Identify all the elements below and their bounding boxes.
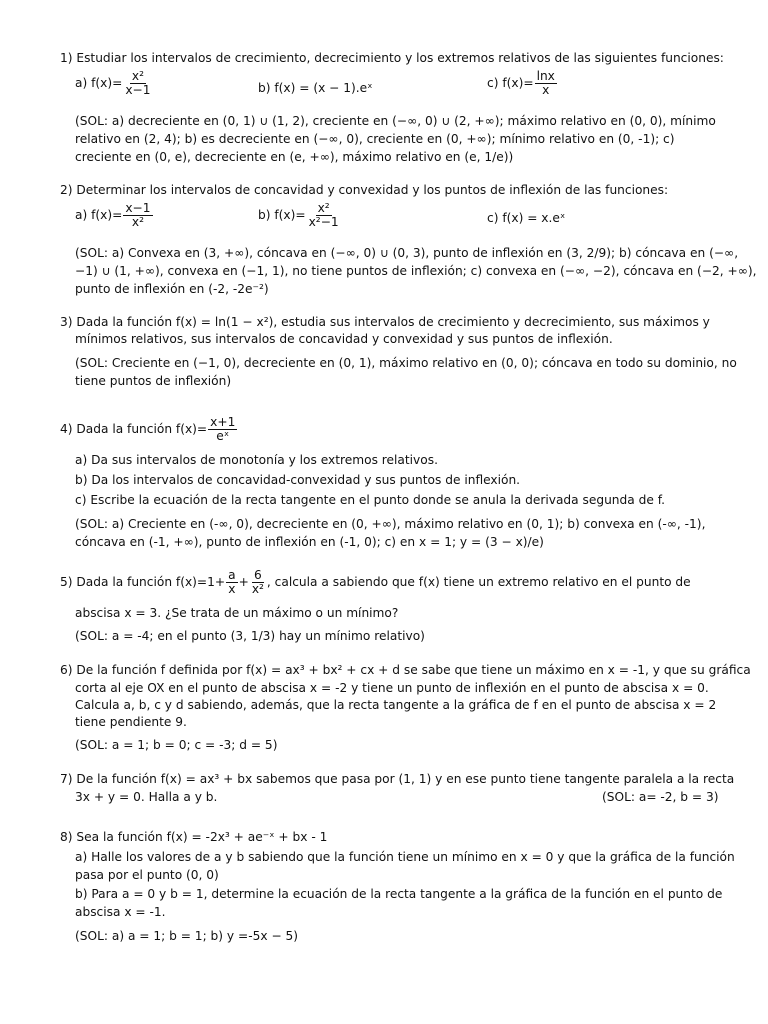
numerator: x² [317, 201, 330, 215]
problem-5-text: , calcula a sabiendo que f(x) tiene un extremo relativo en el punto de [266, 575, 691, 589]
fraction [208, 416, 237, 443]
problem-8-b-line: abscisa x = -1. [75, 905, 166, 919]
problem-7-statement-line: 3x + y = 0. Halla a y b. [75, 790, 218, 804]
problem-5-statement [60, 569, 691, 596]
problem-3-statement-line: mínimos relativos, sus intervalos de concavidad y convexidad y sus puntos de inflexión. [75, 332, 613, 346]
fraction [307, 202, 341, 229]
problem-1-c [487, 70, 558, 97]
fraction [123, 202, 152, 229]
fraction [123, 70, 152, 97]
problem-5-label: 5) Dada la función f(x)=1+ [60, 575, 226, 589]
problem-2-solution-line: punto de inflexión en (-2, -2e⁻²) [75, 282, 269, 296]
denominator: x² [131, 215, 144, 229]
problem-2-b-label: b) f(x)= [258, 208, 306, 222]
problem-8-solution: (SOL: a) a = 1; b = 1; b) y =-5x − 5) [75, 929, 299, 943]
problem-2-solution-line: (SOL: a) Convexa en (3, +∞), cóncava en (−∞, 0) ∪ (0, 3), punto de inflexión en (3, 2/9); b) cóncava en (−∞, [75, 246, 739, 260]
problem-7-solution: (SOL: a= -2, b = 3) [602, 790, 719, 804]
denominator: x−1 [125, 83, 151, 97]
problem-1-a [75, 70, 154, 97]
denominator: x [542, 83, 550, 97]
problem-1-statement: 1) Estudiar los intervalos de crecimiento, decrecimiento y los extremos relativos de las siguientes funciones: [60, 51, 724, 65]
problem-1-solution-line: relativo en (2, 4); b) es decreciente en (−∞, 0), creciente en (0, +∞); mínimo relativo en (0, -1); c) [75, 132, 675, 146]
numerator: a [228, 568, 236, 582]
denominator: eˣ [216, 429, 230, 443]
problem-4-solution-line: cóncava en (-1, +∞), punto de inflexión en (-1, 0); c) en x = 1; y = (3 − x)/e) [75, 535, 544, 549]
fraction [226, 569, 237, 596]
problem-4-item: a) Da sus intervalos de monotonía y los extremos relativos. [75, 453, 438, 467]
fraction [250, 569, 266, 596]
numerator: x² [131, 69, 144, 83]
problem-2-a-label: a) f(x)= [75, 208, 123, 222]
numerator: x+1 [210, 415, 236, 429]
fraction [535, 70, 557, 97]
problem-6-statement-line: 6) De la función f definida por f(x) = ax³ + bx² + cx + d se sabe que tiene un máximo en x = -1, y que su gráfica [60, 663, 751, 677]
numerator: 6 [253, 568, 262, 582]
problem-3-solution-line: tiene puntos de inflexión) [75, 374, 232, 388]
problem-4-item: b) Da los intervalos de concavidad-convexidad y sus puntos de inflexión. [75, 473, 521, 487]
problem-2-statement: 2) Determinar los intervalos de concavidad y convexidad y los puntos de inflexión de las funciones: [60, 183, 669, 197]
problem-1-solution-line: (SOL: a) decreciente en (0, 1) ∪ (1, 2), creciente en (−∞, 0) ∪ (2, +∞); máximo relativo en (0, 0), mínimo [75, 114, 716, 128]
denominator: x² [251, 582, 264, 596]
problem-5-solution: (SOL: a = -4; en el punto (3, 1/3) hay un mínimo relativo) [75, 629, 425, 643]
numerator: x−1 [125, 201, 151, 215]
problem-8-a-line: pasa por el punto (0, 0) [75, 868, 219, 882]
problem-6-solution: (SOL: a = 1; b = 0; c = -3; d = 5) [75, 738, 278, 752]
problem-4-solution-line: (SOL: a) Creciente en (-∞, 0), decreciente en (0, +∞), máximo relativo en (0, 1); b) convexa en (-∞, -1), [75, 517, 706, 531]
problem-2-a [75, 202, 154, 229]
plus-sign: + [238, 575, 249, 589]
problem-2-b [258, 202, 342, 229]
problem-4-label: 4) Dada la función f(x)= [60, 422, 208, 436]
problem-4-statement [60, 416, 238, 443]
problem-1-c-label: c) f(x)= [487, 76, 534, 90]
problem-4-item: c) Escribe la ecuación de la recta tangente en el punto donde se anula la derivada segunda de f. [75, 493, 665, 507]
problem-6-statement-line: corta al eje OX en el punto de abscisa x = -2 y tiene un punto de inflexión en el punto de abscisa x = 0. [75, 681, 709, 695]
denominator: x [228, 582, 236, 596]
problem-2-c: c) f(x) = x.eˣ [487, 211, 566, 225]
problem-8-a-line: a) Halle los valores de a y b sabiendo que la función tiene un mínimo en x = 0 y que la gráfica de la función [75, 850, 735, 864]
problem-1-b: b) f(x) = (x − 1).eˣ [258, 81, 373, 95]
problem-5-statement-line: abscisa x = 3. ¿Se trata de un máximo o un mínimo? [75, 606, 399, 620]
problem-6-statement-line: Calcula a, b, c y d sabiendo, además, que la recta tangente a la gráfica de f en el punto de abscisa x = 2 [75, 698, 717, 712]
problem-1-a-label: a) f(x)= [75, 76, 123, 90]
problem-6-statement-line: tiene pendiente 9. [75, 715, 187, 729]
denominator: x²−1 [308, 215, 339, 229]
problem-7-statement-line: 7) De la función f(x) = ax³ + bx sabemos que pasa por (1, 1) y en ese punto tiene tangente paralela a la recta [60, 772, 735, 786]
problem-3-solution-line: (SOL: Creciente en (−1, 0), decreciente en (0, 1), máximo relativo en (0, 0); cóncava en todo su dominio, no [75, 356, 737, 370]
problem-1-solution-line: creciente en (0, e), decreciente en (e, +∞), máximo relativo en (e, 1/e)) [75, 150, 514, 164]
problem-8-b-line: b) Para a = 0 y b = 1, determine la ecuación de la recta tangente a la gráfica de la función en el punto de [75, 887, 723, 901]
numerator: lnx [536, 69, 555, 83]
problem-3-statement-line: 3) Dada la función f(x) = ln(1 − x²), estudia sus intervalos de crecimiento y decrecimiento, sus máximos y [60, 315, 710, 329]
problem-8-statement: 8) Sea la función f(x) = -2x³ + ae⁻ˣ + bx - 1 [60, 830, 328, 844]
problem-2-solution-line: −1) ∪ (1, +∞), convexa en (−1, 1), no tiene puntos de inflexión; c) convexa en (−∞, −2), cóncava en (−2, +∞), [75, 264, 757, 278]
